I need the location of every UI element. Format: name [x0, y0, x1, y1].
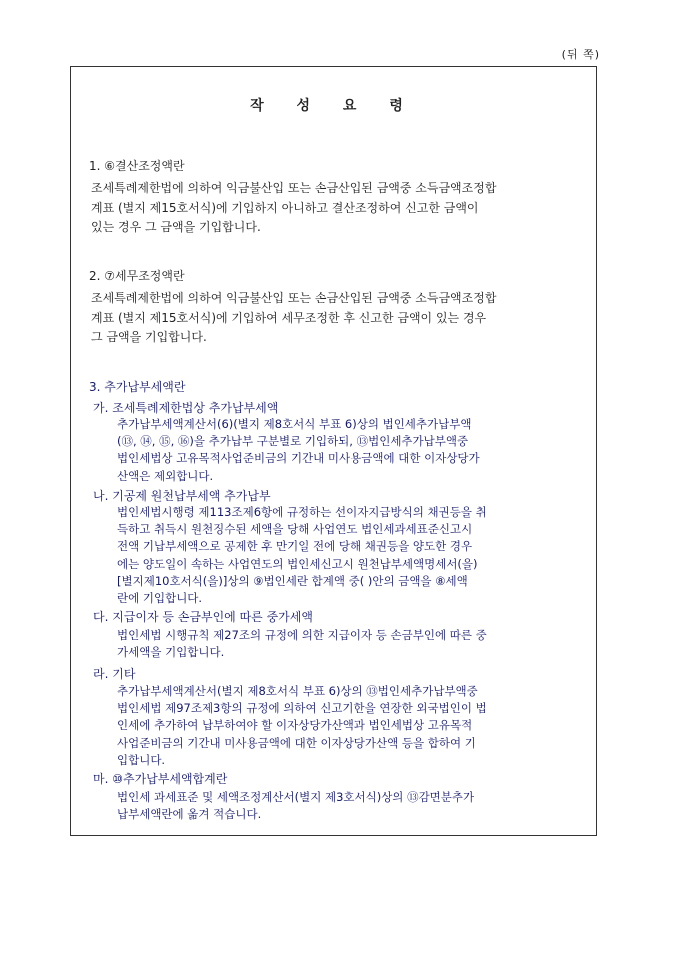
section-2-body — [91, 289, 496, 348]
item-e-line: 납부세액란에 옮겨 적습니다. — [117, 807, 262, 822]
item-b-line: [별지제10호서식(을)]상의 ⑨법인세란 합계액 중( )안의 금액을 ⑧세액 — [117, 573, 468, 588]
item-d-line: 입합니다. — [117, 752, 166, 767]
section-3-item-c-heading: 다. 지급이자 등 손금부인에 따른 중가세액 — [93, 610, 313, 624]
item-b-line: 득하고 취득시 원천징수된 세액을 당해 사업연도 법인세과세표준신고시 — [117, 522, 473, 537]
item-d-line: 사업준비금의 기간내 미사용금액에 대한 이자상당가산액 등을 합하여 기 — [117, 735, 476, 750]
item-b-line: 법인세법시행령 제113조제6항에 규정하는 선이자지급방식의 채권등을 취 — [117, 505, 487, 519]
section-3-item-b-heading: 나. 기공제 원천납부세액 추가납부 — [93, 489, 271, 503]
item-b-line: 전액 기납부세액으로 공제한 후 만기일 전에 당해 채권등을 양도한 경우 — [117, 539, 473, 554]
section-3-item-d-body — [117, 683, 487, 769]
page-side-label: (뒤 쪽) — [561, 48, 600, 61]
item-e-line: 법인세 과세표준 및 세액조정계산서(별지 제3호서식)상의 ⑬감면분추가 — [117, 790, 475, 804]
section-3-item-d-heading: 라. 기타 — [93, 667, 136, 681]
section-3-item-a-heading: 가. 조세특례제한법상 추가납부세액 — [93, 401, 279, 415]
item-d-line: 법인세법 제97조제3항의 규정에 의하여 신고기한을 연장한 외국법인이 법 — [117, 701, 487, 716]
page-title: 작 성 요 령 — [250, 98, 417, 114]
section-3-item-c-body — [117, 627, 487, 661]
item-a-line: 법인세법상 고유목적사업준비금의 기간내 미사용금액에 대한 이자상당가 — [117, 451, 480, 466]
section-1-heading: 1. ⑥결산조정액란 — [89, 159, 185, 173]
item-d-line: 인세에 추가하여 납부하여야 할 이자상당가산액과 법인세법상 고유목적 — [117, 718, 473, 733]
section-3-item-b-body — [117, 504, 487, 607]
item-b-line: 에는 양도일이 속하는 사업연도의 법인세신고시 원천납부세액명세서(을) — [117, 556, 478, 571]
section-1-body — [91, 179, 496, 238]
section-1-line: 조세특례제한법에 의하여 익금불산입 또는 손금산입된 금액중 소득금액조정합 — [91, 181, 497, 195]
section-3-item-e-body — [117, 789, 474, 823]
item-c-line: 법인세법 시행규칙 제27조의 규정에 의한 지급이자 등 손금부인에 따른 중 — [117, 628, 487, 642]
instructions-frame — [70, 66, 597, 836]
section-2-line: 조세특례제한법에 의하여 익금불산입 또는 손금산입된 금액중 소득금액조정합 — [91, 291, 497, 305]
section-3-item-e-heading: 마. ⑩추가납부세액합계란 — [93, 772, 228, 786]
section-2-line: 그 금액을 기입합니다. — [91, 330, 207, 344]
section-2-line: 계표 (별지 제15호서식)에 기입하여 세무조정한 후 신고한 금액이 있는 경우 — [91, 310, 487, 325]
item-b-line: 란에 기입합니다. — [117, 591, 203, 606]
item-a-line: (⑬, ⑭, ⑮, ⑯)을 추가납부 구분별로 기입하되, ⑬법인세추가납부액중 — [117, 434, 469, 449]
item-a-line: 산액은 제외합니다. — [117, 468, 214, 483]
section-2-heading: 2. ⑦세무조정액란 — [89, 269, 185, 283]
section-3-heading: 3. 추가납부세액란 — [89, 380, 186, 394]
item-a-line: 추가납부세액계산서(6)(별지 제8호서식 부표 6)상의 법인세추가납부액 — [117, 417, 472, 431]
section-1-line: 있는 경우 그 금액을 기입합니다. — [91, 220, 261, 234]
item-d-line: 추가납부세액계산서(별지 제8호서식 부표 6)상의 ⑬법인세추가납부액중 — [117, 684, 478, 698]
section-3-item-a-body — [117, 416, 480, 485]
section-1-line: 계표 (별지 제15호서식)에 기입하지 아니하고 결산조정하여 신고한 금액이 — [91, 200, 479, 215]
item-c-line: 가세액을 기입합니다. — [117, 645, 225, 660]
